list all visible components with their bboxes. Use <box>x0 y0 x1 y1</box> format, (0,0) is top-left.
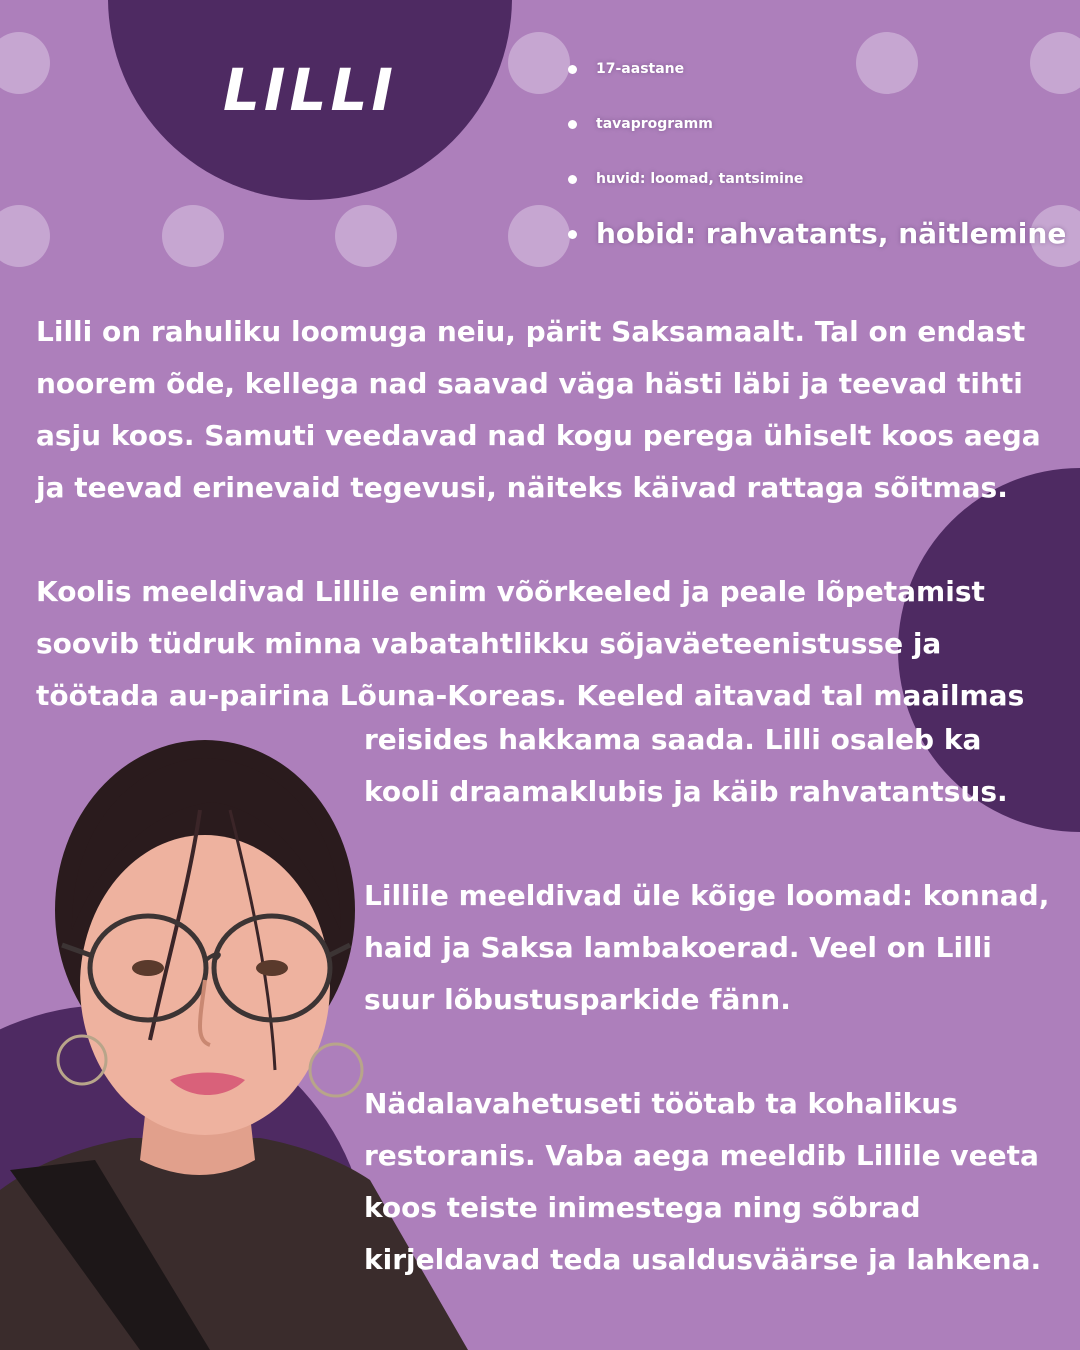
fact-item: 17-aastane <box>562 44 1066 99</box>
decor-dot <box>508 205 570 267</box>
fact-item: tavaprogramm <box>562 99 1066 154</box>
paragraph-line: reisides hakkama saada. Lilli osaleb ka <box>364 723 982 756</box>
paragraph-line: kooli draamaklubis ja käib rahvatantsus. <box>364 775 1008 808</box>
decor-dot <box>0 205 50 267</box>
facts-list <box>562 44 1066 264</box>
decor-dot <box>335 205 397 267</box>
paragraph-line: Lillile meeldivad üle kõige loomad: konnad, <box>364 879 1050 912</box>
paragraph-line: töötada au-pairina Lõuna-Koreas. Keeled aitavad tal maailmas <box>36 679 1025 712</box>
paragraph-line: Nädalavahetuseti töötab ta kohalikus <box>364 1087 958 1120</box>
paragraph-line: Koolis meeldivad Lillile enim võõrkeeled ja peale lõpetamist <box>36 575 985 608</box>
paragraph-line: ja teevad erinevaid tegevusi, näiteks käivad rattaga sõitmas. <box>36 471 1008 504</box>
fact-item: huvid: loomad, tantsimine <box>562 154 1066 209</box>
paragraph-line: kirjeldavad teda usaldusväärse ja lahkena. <box>364 1243 1042 1276</box>
paragraph-line: restoranis. Vaba aega meeldib Lillile veeta <box>364 1139 1039 1172</box>
decor-dot <box>162 205 224 267</box>
paragraph-line: asju koos. Samuti veedavad nad kogu perega ühiselt koos aega <box>36 419 1041 452</box>
decor-dot <box>508 32 570 94</box>
paragraph-line: suur lõbustusparkide fänn. <box>364 983 791 1016</box>
fact-item: hobid: rahvatants, näitlemine <box>562 209 1066 264</box>
paragraph-line: haid ja Saksa lambakoerad. Veel on Lilli <box>364 931 992 964</box>
paragraph-line: Lilli on rahuliku loomuga neiu, pärit Saksamaalt. Tal on endast <box>36 315 1026 348</box>
paragraph-line: koos teiste inimestega ning sõbrad <box>364 1191 921 1224</box>
decor-dot <box>0 32 50 94</box>
paragraph-line: soovib tüdruk minna vabatahtlikku sõjaväeteenistusse ja <box>36 627 942 660</box>
paragraph-line: noorem õde, kellega nad saavad väga hästi läbi ja teevad tihti <box>36 367 1023 400</box>
page-title: LILLI <box>222 56 398 124</box>
